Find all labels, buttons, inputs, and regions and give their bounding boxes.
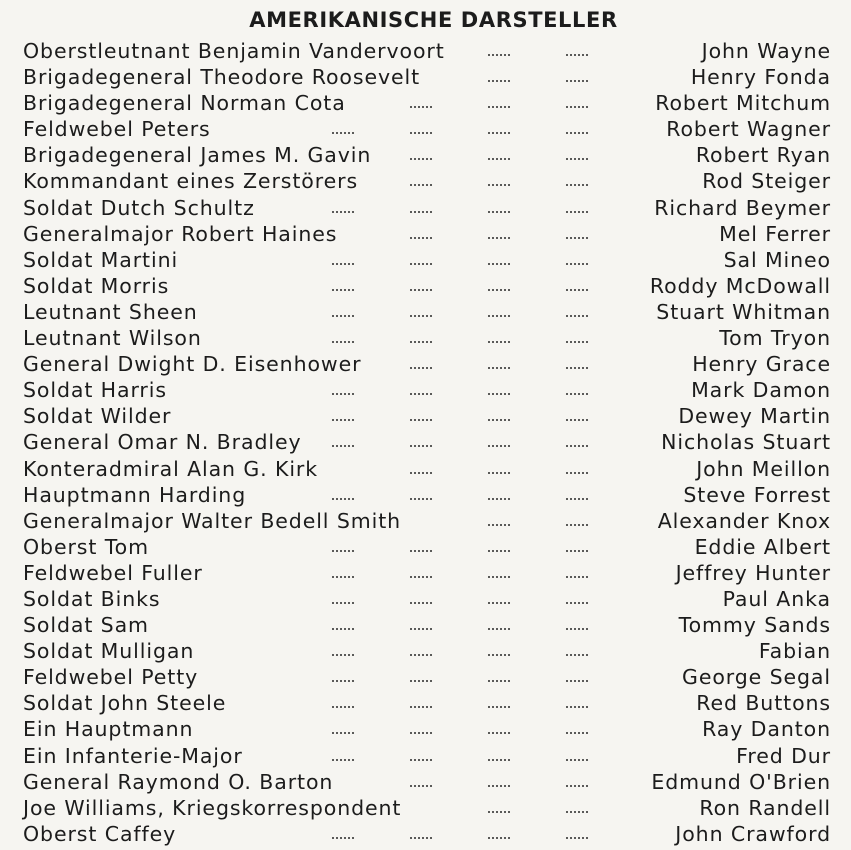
cast-row [23, 247, 831, 273]
leader-dots [409, 732, 433, 734]
leader-dots [409, 837, 433, 839]
leader-dots [487, 732, 511, 734]
cast-row [23, 508, 831, 534]
leader-dots [565, 550, 589, 552]
leader-dots [487, 158, 511, 160]
role-name: Soldat Morris [23, 273, 170, 298]
leader-dots [331, 550, 355, 552]
actor-name: John Wayne [701, 39, 831, 63]
leader-dots [331, 341, 355, 343]
actor-name: Edmund O'Brien [651, 769, 831, 794]
role-name: Hauptmann Harding [23, 482, 247, 507]
leader-dots [565, 184, 589, 186]
leader-dots [331, 576, 355, 578]
leader-dots [487, 106, 511, 108]
leader-dots [487, 524, 511, 526]
leader-dots [565, 211, 589, 213]
leader-dots [409, 393, 433, 395]
leader-dots [565, 837, 589, 839]
dot-leader [259, 377, 599, 403]
role-name: Ein Infanterie-Major [23, 743, 243, 768]
leader-dots [565, 785, 589, 787]
leader-dots [487, 367, 511, 369]
actor-name: Eddie Albert [694, 534, 831, 559]
dot-leader [259, 247, 599, 273]
actor-name: Henry Fonda [690, 65, 831, 90]
leader-dots [331, 680, 355, 682]
dot-leader [259, 534, 599, 560]
leader-dots [409, 132, 433, 134]
actor-name: Red Buttons [696, 691, 831, 716]
leader-dots [331, 602, 355, 604]
leader-dots [409, 445, 433, 447]
actor-name: Mark Damon [691, 378, 831, 403]
role-name: Soldat John Steele [23, 691, 227, 716]
cast-row [23, 116, 831, 142]
dot-leader [259, 429, 599, 455]
actor-name: Tommy Sands [678, 613, 831, 638]
leader-dots [331, 498, 355, 500]
leader-dots [409, 628, 433, 630]
leader-dots [331, 211, 355, 213]
leader-dots [487, 54, 511, 56]
dot-leader [259, 299, 599, 325]
leader-dots [487, 315, 511, 317]
cast-row [23, 482, 831, 508]
cast-row [23, 377, 831, 403]
leader-dots [565, 367, 589, 369]
role-name: Oberst Tom [23, 534, 149, 559]
actor-name: Steve Forrest [683, 482, 831, 507]
actor-name: John Crawford [675, 821, 831, 846]
role-name: General Dwight D. Eisenhower [23, 352, 362, 377]
leader-dots [487, 80, 511, 82]
leader-dots [565, 811, 589, 813]
leader-dots [565, 315, 589, 317]
dot-leader [259, 612, 599, 638]
actor-name: Fabian [758, 639, 831, 664]
actor-name: Jeffrey Hunter [675, 560, 831, 585]
leader-dots [409, 158, 433, 160]
leader-dots [409, 289, 433, 291]
role-name: Konteradmiral Alan G. Kirk [23, 456, 319, 481]
leader-dots [487, 498, 511, 500]
leader-dots [565, 654, 589, 656]
actor-name: Sal Mineo [723, 247, 831, 272]
role-name: Soldat Dutch Schultz [23, 195, 255, 220]
leader-dots [409, 498, 433, 500]
role-name: Leutnant Sheen [23, 299, 198, 324]
dot-leader [259, 586, 599, 612]
leader-dots [487, 576, 511, 578]
leader-dots [409, 237, 433, 239]
dot-leader [259, 560, 599, 586]
leader-dots [487, 472, 511, 474]
role-name: Brigadegeneral Theodore Roosevelt [23, 65, 421, 90]
role-name: Brigadegeneral Norman Cota [23, 91, 346, 116]
actor-name: Ray Danton [702, 717, 831, 742]
role-name: Feldwebel Fuller [23, 560, 203, 585]
role-name: Soldat Binks [23, 586, 161, 611]
leader-dots [487, 419, 511, 421]
dot-leader [259, 821, 599, 847]
role-name: Feldwebel Petty [23, 665, 199, 690]
actor-name: Tom Tryon [719, 326, 831, 351]
cast-row [23, 586, 831, 612]
leader-dots [409, 341, 433, 343]
leader-dots [331, 759, 355, 761]
leader-dots [331, 445, 355, 447]
cast-list [23, 38, 831, 847]
dot-leader [259, 664, 599, 690]
dot-leader [259, 116, 599, 142]
role-name: Leutnant Wilson [23, 326, 202, 351]
cast-row [23, 664, 831, 690]
leader-dots [565, 524, 589, 526]
leader-dots [409, 472, 433, 474]
leader-dots [331, 419, 355, 421]
cast-row [23, 456, 831, 482]
leader-dots [487, 184, 511, 186]
actor-name: George Segal [682, 665, 831, 690]
leader-dots [487, 680, 511, 682]
role-name: Joe Williams, Kriegskorrespondent [23, 795, 402, 820]
leader-dots [487, 211, 511, 213]
actor-name: Paul Anka [722, 586, 831, 611]
cast-row [23, 821, 831, 847]
cast-row [23, 743, 831, 769]
cast-row [23, 64, 831, 90]
leader-dots [409, 759, 433, 761]
dot-leader [259, 716, 599, 742]
role-name: Ein Hauptmann [23, 717, 194, 742]
leader-dots [409, 106, 433, 108]
leader-dots [565, 80, 589, 82]
leader-dots [487, 654, 511, 656]
actor-name: Stuart Whitman [656, 299, 831, 324]
leader-dots [565, 680, 589, 682]
actor-name: Rod Steiger [702, 169, 831, 194]
leader-dots [409, 576, 433, 578]
leader-dots [487, 602, 511, 604]
leader-dots [565, 759, 589, 761]
leader-dots [409, 654, 433, 656]
leader-dots [565, 628, 589, 630]
role-name: Feldwebel Peters [23, 117, 211, 142]
role-name: Soldat Mulligan [23, 639, 195, 664]
dot-leader [259, 403, 599, 429]
dot-leader [259, 638, 599, 664]
actor-name: Roddy McDowall [649, 273, 831, 298]
leader-dots [565, 498, 589, 500]
leader-dots [409, 706, 433, 708]
leader-dots [565, 602, 589, 604]
leader-dots [409, 367, 433, 369]
role-name: Soldat Harris [23, 378, 167, 403]
leader-dots [409, 315, 433, 317]
leader-dots [487, 759, 511, 761]
leader-dots [409, 680, 433, 682]
role-name: Soldat Sam [23, 613, 149, 638]
dot-leader [259, 273, 599, 299]
cast-row [23, 612, 831, 638]
leader-dots [565, 289, 589, 291]
leader-dots [565, 419, 589, 421]
leader-dots [487, 785, 511, 787]
leader-dots [331, 289, 355, 291]
cast-row [23, 195, 831, 221]
leader-dots [331, 315, 355, 317]
actor-name: Robert Mitchum [655, 91, 831, 116]
leader-dots [487, 393, 511, 395]
dot-leader [259, 690, 599, 716]
leader-dots [565, 393, 589, 395]
leader-dots [565, 263, 589, 265]
actor-name: Alexander Knox [657, 508, 831, 533]
leader-dots [487, 237, 511, 239]
cast-row [23, 716, 831, 742]
cast-row [23, 142, 831, 168]
role-name: Kommandant eines Zerstörers [23, 169, 359, 194]
cast-row [23, 168, 831, 194]
dot-leader [259, 325, 599, 351]
role-name: Soldat Martini [23, 247, 179, 272]
dot-leader [259, 743, 599, 769]
leader-dots [487, 706, 511, 708]
actor-name: Richard Beymer [654, 195, 831, 220]
leader-dots [565, 54, 589, 56]
role-name: Oberst Caffey [23, 821, 177, 846]
cast-row [23, 90, 831, 116]
actor-name: Robert Wagner [666, 117, 831, 142]
leader-dots [331, 654, 355, 656]
leader-dots [487, 628, 511, 630]
leader-dots [565, 158, 589, 160]
leader-dots [487, 341, 511, 343]
cast-row [23, 403, 831, 429]
leader-dots [487, 811, 511, 813]
leader-dots [409, 211, 433, 213]
leader-dots [331, 732, 355, 734]
cast-row [23, 38, 831, 64]
cast-row [23, 429, 831, 455]
role-name: Brigadegeneral James M. Gavin [23, 143, 372, 168]
leader-dots [565, 341, 589, 343]
leader-dots [409, 184, 433, 186]
leader-dots [331, 706, 355, 708]
leader-dots [487, 445, 511, 447]
cast-row [23, 221, 831, 247]
cast-row [23, 273, 831, 299]
leader-dots [331, 393, 355, 395]
role-name: General Raymond O. Barton [23, 769, 334, 794]
leader-dots [565, 706, 589, 708]
cast-row [23, 795, 831, 821]
cast-row [23, 638, 831, 664]
actor-name: Henry Grace [692, 352, 831, 377]
leader-dots [409, 550, 433, 552]
leader-dots [331, 837, 355, 839]
actor-name: John Meillon [696, 456, 831, 481]
cast-row [23, 769, 831, 795]
leader-dots [487, 837, 511, 839]
dot-leader [259, 195, 599, 221]
leader-dots [565, 472, 589, 474]
role-name: General Omar N. Bradley [23, 430, 302, 455]
cast-row [23, 299, 831, 325]
leader-dots [487, 550, 511, 552]
role-name: Oberstleutnant Benjamin Vandervoort [23, 39, 445, 63]
leader-dots [565, 132, 589, 134]
leader-dots [565, 445, 589, 447]
dot-leader [259, 482, 599, 508]
leader-dots [331, 263, 355, 265]
actor-name: Fred Dur [736, 743, 831, 768]
actor-name: Ron Randell [699, 795, 831, 820]
actor-name: Nicholas Stuart [661, 430, 831, 455]
cast-row [23, 560, 831, 586]
leader-dots [487, 289, 511, 291]
role-name: Soldat Wilder [23, 404, 172, 429]
leader-dots [331, 132, 355, 134]
leader-dots [565, 106, 589, 108]
leader-dots [487, 132, 511, 134]
page-title: AMERIKANISCHE DARSTELLER [249, 8, 618, 32]
cast-row [23, 325, 831, 351]
actor-name: Robert Ryan [695, 143, 831, 168]
actor-name: Mel Ferrer [719, 221, 831, 246]
leader-dots [565, 732, 589, 734]
role-name: Generalmajor Robert Haines [23, 221, 338, 246]
actor-name: Dewey Martin [678, 404, 831, 429]
leader-dots [331, 628, 355, 630]
leader-dots [409, 602, 433, 604]
leader-dots [565, 576, 589, 578]
leader-dots [409, 419, 433, 421]
cast-row [23, 534, 831, 560]
role-name: Generalmajor Walter Bedell Smith [23, 508, 402, 533]
leader-dots [409, 785, 433, 787]
leader-dots [565, 237, 589, 239]
cast-row [23, 690, 831, 716]
leader-dots [409, 263, 433, 265]
cast-row [23, 351, 831, 377]
leader-dots [487, 263, 511, 265]
